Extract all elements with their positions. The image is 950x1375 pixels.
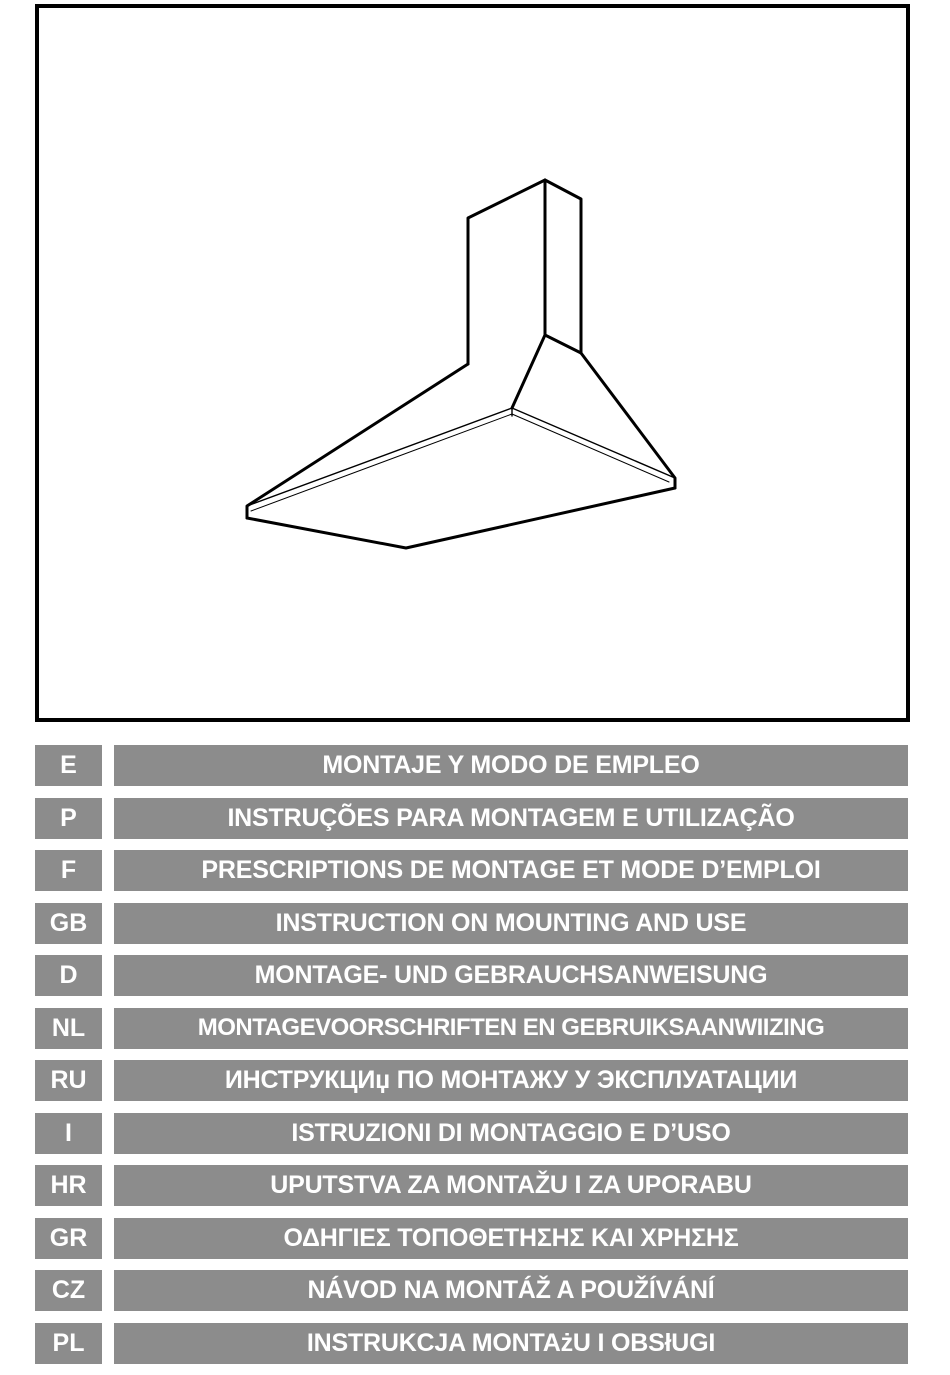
manual-title: MONTAGE- UND GEBRAUCHSANWEISUNG (114, 955, 908, 996)
manual-title: ΟΔΗΓΙΕΣ ΤΟΠΟΘΕΤΗΣΗΣ ΚΑΙ ΧΡΗΣΗΣ (114, 1218, 908, 1259)
language-row-ru (35, 1060, 908, 1101)
chimney-front-face (468, 180, 545, 364)
hood-right-slope (581, 353, 675, 488)
manual-title: INSTRUCTION ON MOUNTING AND USE (114, 903, 908, 944)
language-row-gr (35, 1218, 908, 1259)
language-row-e (35, 745, 908, 786)
language-code: P (35, 798, 102, 839)
language-code: NL (35, 1008, 102, 1049)
language-code: E (35, 745, 102, 786)
hood-top-ridge (545, 335, 581, 353)
language-row-nl (35, 1008, 908, 1049)
language-index (35, 745, 908, 1375)
language-row-p (35, 798, 908, 839)
hood-center-edge (512, 335, 545, 408)
hood-bottom-edge (247, 488, 675, 548)
chimney-side-face (545, 180, 581, 353)
manual-title: NÁVOD NA MONTÁŽ A POUŽÍVÁNÍ (114, 1270, 908, 1311)
language-row-hr (35, 1165, 908, 1206)
language-code: CZ (35, 1270, 102, 1311)
manual-title: PRESCRIPTIONS DE MONTAGE ET MODE D’EMPLOI (114, 850, 908, 891)
language-row-cz (35, 1270, 908, 1311)
manual-title: UPUTSTVA ZA MONTAŽU I ZA UPORABU (114, 1165, 908, 1206)
language-row-gb (35, 903, 908, 944)
language-row-i (35, 1113, 908, 1154)
language-code: HR (35, 1165, 102, 1206)
manual-title: MONTAJE Y MODO DE EMPLEO (114, 745, 908, 786)
hood-left-slope (247, 364, 468, 518)
manual-title: ИНСТРУКЦИџ ПО МОНТАЖУ У ЭКСПЛУАТАЦИИ (114, 1060, 908, 1101)
manual-title: MONTAGEVOORSCHRIFTEN EN GEBRUIKSAANWIIZING (114, 1008, 908, 1049)
language-code: GR (35, 1218, 102, 1259)
language-row-d (35, 955, 908, 996)
language-code: I (35, 1113, 102, 1154)
manual-title: INSTRUÇÕES PARA MONTAGEM E UTILIZAÇÃO (114, 798, 908, 839)
language-code: F (35, 850, 102, 891)
chimney-hood-drawing (39, 8, 906, 718)
product-illustration-frame (35, 4, 910, 722)
language-code: PL (35, 1323, 102, 1364)
language-code: GB (35, 903, 102, 944)
language-row-pl (35, 1323, 908, 1364)
manual-title: ISTRUZIONI DI MONTAGGIO E D’USO (114, 1113, 908, 1154)
language-code: RU (35, 1060, 102, 1101)
language-row-f (35, 850, 908, 891)
language-code: D (35, 955, 102, 996)
manual-title: INSTRUKCJA MONTAżU I OBSłUGI (114, 1323, 908, 1364)
